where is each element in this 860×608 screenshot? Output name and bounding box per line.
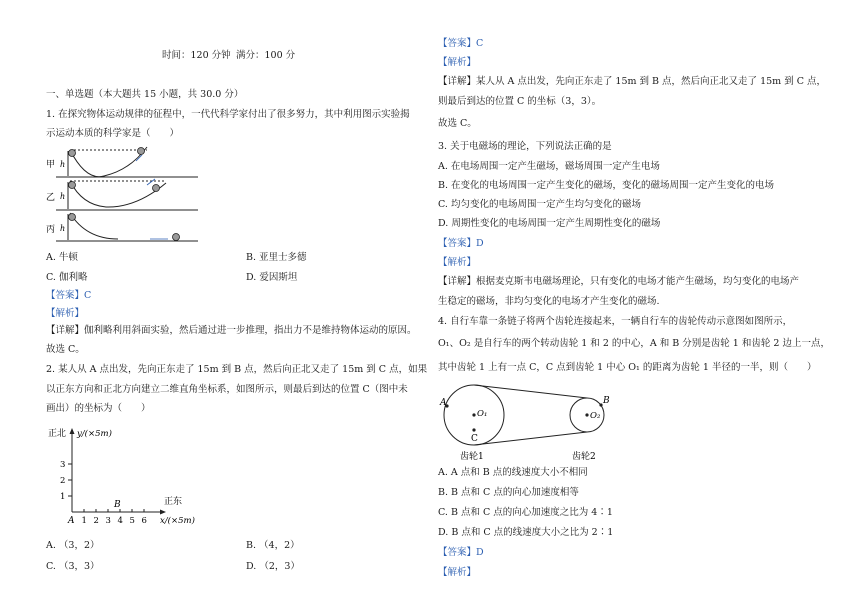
- axis-east: 正东: [164, 497, 183, 507]
- q1-answer: 【答案】C: [46, 290, 92, 301]
- q2-option-b: B. （4，2）: [246, 540, 300, 551]
- q2-analysis: 【解析】: [438, 57, 477, 68]
- q1-analysis: 【解析】: [46, 308, 85, 319]
- q4-stem-line2: O₁、O₂ 是自行车的两个转动齿轮 1 和 2 的中心，A 和 B 分别是齿轮 1 和齿轮 2 边上一点，: [438, 338, 830, 349]
- q1-conclusion: 故选 C。: [46, 344, 85, 355]
- q1-option-c: C. 伽利略: [46, 272, 88, 283]
- q2-option-a: A. （3，2）: [46, 540, 100, 551]
- q3-option-b: B. 在变化的电场周围一定产生变化的磁场，变化的磁场周围一定产生变化的电场: [438, 180, 775, 191]
- q2-conclusion: 故选 C。: [438, 118, 477, 129]
- y-tick-label: 1: [60, 492, 66, 502]
- h-label-bing: h: [60, 224, 66, 233]
- exam-score: 满分：100 分: [236, 50, 296, 61]
- x-tick-label: 1: [81, 516, 87, 526]
- q4-analysis: 【解析】: [438, 567, 477, 578]
- q2-option-c: C. （3，3）: [46, 561, 100, 572]
- center-o1-label: O₁: [477, 409, 488, 419]
- q4-answer: 【答案】D: [438, 547, 484, 558]
- q3-option-a: A. 在电场周围一定产生磁场，磁场周围一定产生电场: [438, 161, 660, 172]
- gear2-label: 齿轮2: [572, 452, 596, 462]
- label-jia: 甲: [46, 160, 56, 170]
- q1-option-b: B. 亚里士多德: [246, 252, 307, 263]
- q1-detail: 【详解】伽利略利用斜面实验，然后通过进一步推理，指出力不是维持物体运动的原因。: [46, 325, 417, 336]
- y-axis-label: y/(×5m): [77, 429, 112, 439]
- q2-detail-line2: 则最后到达的位置 C 的坐标（3，3）。: [438, 96, 602, 107]
- x-tick-label: 2: [93, 516, 99, 526]
- point-c-label: C: [471, 434, 478, 444]
- center-o2-label: O₂: [590, 411, 601, 421]
- q2-option-d: D. （2，3）: [246, 561, 300, 572]
- q3-stem: 3. 关于电磁场的理论，下列说法正确的是: [438, 141, 612, 152]
- label-yi: 乙: [46, 193, 56, 203]
- x-tick-label: 3: [105, 516, 111, 526]
- origin-label: A: [68, 516, 75, 526]
- exam-time: 时间：120 分钟: [162, 50, 231, 61]
- x-tick-label: 6: [141, 516, 147, 526]
- q2-stem-line3: 画出）的坐标为（ ）: [46, 403, 151, 414]
- q4-gear-figure: [438, 383, 628, 463]
- q4-option-c: C. B 点和 C 点的向心加速度之比为 4∶1: [438, 507, 613, 518]
- y-tick-label: 3: [60, 460, 66, 470]
- h-label-jia: h: [60, 160, 66, 169]
- q1-option-d: D. 爱因斯坦: [246, 272, 298, 283]
- section-heading: 一、单选题（本大题共 15 小题，共 30.0 分）: [46, 89, 244, 100]
- q1-stem-line2: 示运动本质的科学家是（ ）: [46, 128, 180, 139]
- q4-option-a: A. A 点和 B 点的线速度大小不相同: [438, 467, 588, 478]
- q2-detail-line1: 【详解】某人从 A 点出发，先向正东走了 15m 到 B 点，然后向正北又走了 15m 到 C 点，: [438, 76, 827, 87]
- y-tick-label: 2: [60, 476, 66, 486]
- point-b-label: B: [114, 500, 121, 510]
- q3-option-c: C. 均匀变化的电场周围一定产生均匀变化的磁场: [438, 199, 641, 210]
- q3-detail-line2: 生稳定的磁场，非均匀变化的电场才产生变化的磁场.: [438, 296, 660, 307]
- q3-detail-line1: 【详解】根据麦克斯韦电磁场理论，只有变化的电场才能产生磁场，均匀变化的电场产: [438, 276, 800, 287]
- q4-stem-line1: 4. 自行车靠一条链子将两个齿轮连接起来，一辆自行车的齿轮传动示意图如图所示，: [438, 316, 793, 327]
- axis-north: 正北: [48, 429, 67, 439]
- q4-option-b: B. B 点和 C 点的向心加速度相等: [438, 487, 579, 498]
- q3-option-d: D. 周期性变化的电场周围一定产生周期性变化的磁场: [438, 218, 661, 229]
- q4-stem-line3: 其中齿轮 1 上有一点 C，C 点到齿轮 1 中心 O₁ 的距离为齿轮 1 半径的一半，则（ ）: [438, 362, 817, 373]
- x-tick-label: 4: [117, 516, 123, 526]
- q1-slope-figure: [46, 143, 206, 243]
- q1-stem-line1: 1. 在探究物体运动规律的征程中，一代代科学家付出了很多努力，其中利用图示实验揭: [46, 109, 410, 120]
- h-label-yi: h: [60, 192, 66, 201]
- q4-option-d: D. B 点和 C 点的线速度大小之比为 2∶1: [438, 527, 614, 538]
- point-a-label: A: [440, 398, 447, 408]
- q2-answer: 【答案】C: [438, 38, 484, 49]
- x-axis-label: x/(×5m): [160, 516, 195, 526]
- x-tick-label: 5: [129, 516, 135, 526]
- gear1-label: 齿轮1: [460, 452, 484, 462]
- q1-option-a: A. 牛顿: [46, 252, 78, 263]
- q3-answer: 【答案】D: [438, 238, 484, 249]
- point-b-label: B: [603, 396, 610, 406]
- q3-analysis: 【解析】: [438, 257, 477, 268]
- q2-coordinate-graph: [46, 422, 216, 530]
- q2-stem-line2: 以正东方向和正北方向建立二维直角坐标系，如图所示，则最后到达的位置 C（图中未: [46, 384, 408, 395]
- q2-stem-line1: 2. 某人从 A 点出发，先向正东走了 15m 到 B 点，然后向正北又走了 15m 到 C 点，如果: [46, 364, 428, 375]
- label-bing: 丙: [46, 225, 56, 235]
